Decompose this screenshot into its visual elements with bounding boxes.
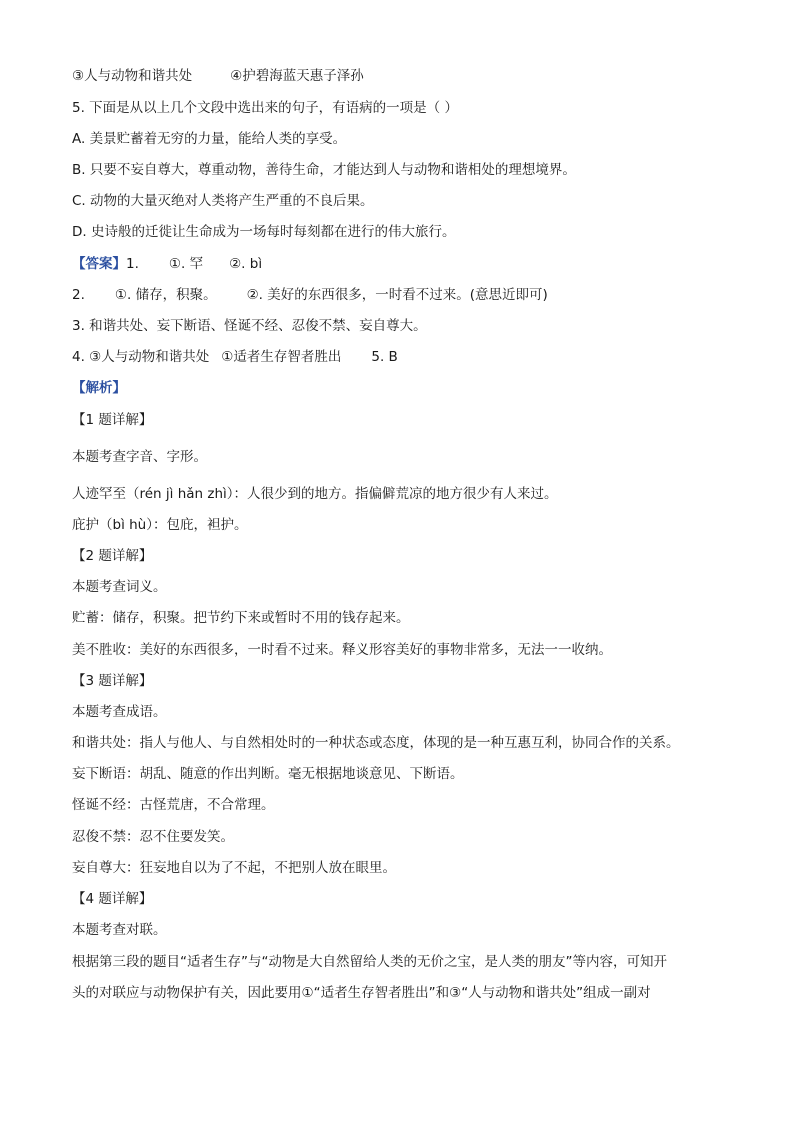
q5-stem: 5. 下面是从以上几个文段中选出来的句子，有语病的一项是（ ） <box>72 100 458 116</box>
section-2-title: 【2 题详解】 <box>72 548 153 564</box>
option-3: ③人与动物和谐共处 <box>72 68 193 84</box>
section-2-line: 美不胜收：美好的东西很多，一时看不过来。释义形容美好的事物非常多，无法一一收纳。 <box>72 642 612 658</box>
answer-4-part2: ①适者生存智者胜出 <box>221 349 342 365</box>
answer-1-part2: ②. bì <box>229 256 263 272</box>
answer-2-num: 2. <box>72 287 85 303</box>
answer-2-part1: ①. 储存，积聚。 <box>114 287 217 303</box>
section-2-line: 贮蓄：储存，积聚。把节约下来或暂时不用的钱存起来。 <box>72 610 410 626</box>
answer-line-1 <box>72 254 262 274</box>
q5-option-b: B. 只要不妄自尊大，尊重动物，善待生命，才能达到人与动物和谐相处的理想境界。 <box>72 162 576 178</box>
section-4-line: 根据第三段的题目“适者生存”与“动物是大自然留给人类的无价之宝，是人类的朋友”等内容，可知开 <box>72 954 667 970</box>
section-2-line: 本题考查词义。 <box>72 579 167 595</box>
answer-label: 【答案】 <box>72 256 126 272</box>
section-4-line: 本题考查对联。 <box>72 922 167 938</box>
answer-4-part1: 4. ③人与动物和谐共处 <box>72 349 210 365</box>
analysis-label: 【解析】 <box>72 380 126 396</box>
answer-5: 5. B <box>371 349 398 365</box>
section-1-title: 【1 题详解】 <box>72 412 153 428</box>
section-3-line: 本题考查成语。 <box>72 704 167 720</box>
section-3-title: 【3 题详解】 <box>72 673 153 689</box>
section-4-title: 【4 题详解】 <box>72 891 153 907</box>
answer-line-3: 3. 和谐共处、妄下断语、怪诞不经、忍俊不禁、妄自尊大。 <box>72 318 427 334</box>
section-3-line: 怪诞不经：古怪荒唐，不合常理。 <box>72 797 275 813</box>
section-1-line: 人迹罕至（rén jì hǎn zhì）：人很少到的地方。指偏僻荒凉的地方很少有人来过。 <box>72 486 558 502</box>
section-3-line: 忍俊不禁：忍不住要发笑。 <box>72 829 234 845</box>
q5-option-c: C. 动物的大量灭绝对人类将产生严重的不良后果。 <box>72 193 374 209</box>
answer-line-4 <box>72 347 398 367</box>
section-1-line: 庇护（bì hù）：包庇，袒护。 <box>72 517 248 533</box>
section-3-line: 妄下断语：胡乱、随意的作出判断。毫无根据地谈意见、下断语。 <box>72 766 464 782</box>
options-line <box>72 66 364 86</box>
answer-1-num: 1. <box>126 256 139 272</box>
q5-option-a: A. 美景贮蓄着无穷的力量，能给人类的享受。 <box>72 131 347 147</box>
q5-option-d: D. 史诗般的迁徙让生命成为一场每时每刻都在进行的伟大旅行。 <box>72 224 456 240</box>
answer-line-2 <box>72 285 548 305</box>
section-3-line: 妄自尊大：狂妄地自以为了不起，不把别人放在眼里。 <box>72 860 396 876</box>
option-4: ④护碧海蓝天惠子泽孙 <box>230 68 364 84</box>
section-4-line: 头的对联应与动物保护有关，因此要用①“适者生存智者胜出”和③“人与动物和谐共处”组成一副对 <box>72 985 651 1001</box>
answer-1-part1: ①. 罕 <box>168 256 204 272</box>
section-3-line: 和谐共处：指人与他人、与自然相处时的一种状态或态度，体现的是一种互惠互利，协同合作的关系。 <box>72 735 680 751</box>
answer-2-part2: ②. 美好的东西很多，一时看不过来。(意思近即可) <box>246 287 548 303</box>
section-1-line: 本题考查字音、字形。 <box>72 449 207 465</box>
